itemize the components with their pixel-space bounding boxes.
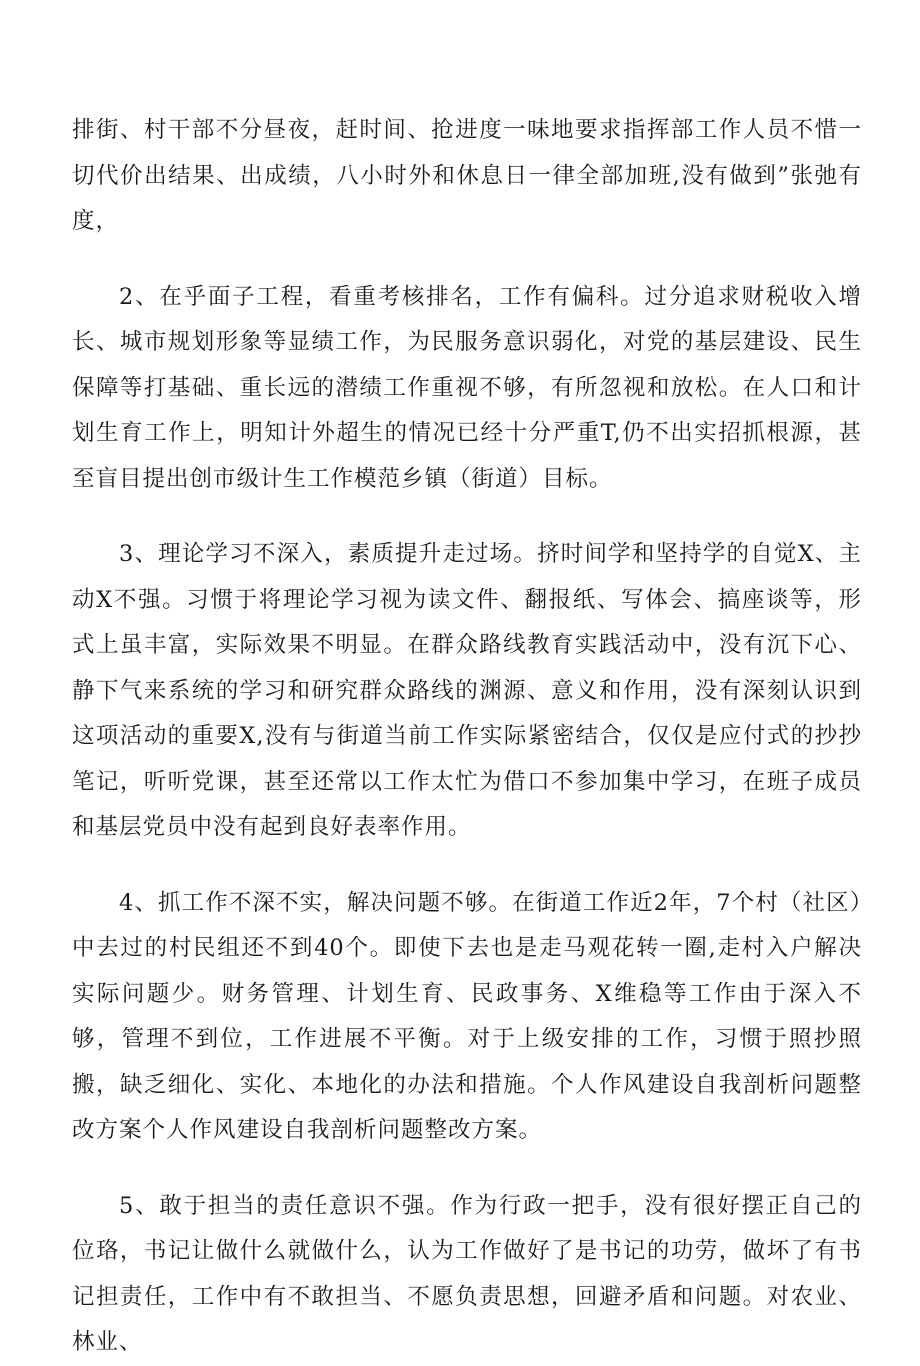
document-body — [72, 108, 862, 1366]
paragraph-item-2: 2、在乎面子工程，看重考核排名，工作有偏科。过分追求财税收入增长、城市规划形象等显绩工作，为民服务意识弱化，对党的基层建设、民生保障等打基础、重长远的潜绩工作重视不够，有所忽视和放松。在人口和计划生育工作上，明知计外超生的情况已经十分严重T,仍不出实招抓根源，甚至盲目提出创市级计生工作模范乡镇（街道）目标。 — [72, 283, 862, 492]
paragraph-gap — [72, 245, 862, 275]
paragraph-gap — [72, 851, 862, 881]
paragraph-continuation: 排街、村干部不分昼夜，赶时间、抢进度一味地要求指挥部工作人员不惜一切代价出结果、出成绩，八小时外和休息日一律全部加班,没有做到”张弛有度， — [72, 117, 863, 234]
paragraph-item-4: 4、抓工作不深不实，解决问题不够。在街道工作近2年，7个村（社区）中去过的村民组还不到40个。即使下去也是走马观花转一圈,走村入户解决实际问题少。财务管理、计划生育、民政事务、X维稳等工作由于深入不够，管理不到位，工作进展不平衡。对于上级安排的工作，习惯于照抄照搬，缺乏细化、实化、本地化的办法和措施。个人作风建设自我剖析问题整改方案个人作风建设自我剖析问题整改方案。 — [72, 889, 862, 1143]
paragraph-item-3: 3、理论学习不深入，素质提升走过场。挤时间学和坚持学的自觉X、主动X不强。习惯于将理论学习视为读文件、翻报纸、写体会、搞座谈等，形式上虽丰富，实际效果不明显。在群众路线教育实践活动中，没有沉下心、静下气来系统的学习和研究群众路线的渊源、意义和作用，没有深刻认识到这项活动的重要X,没有与街道当前工作实际紧密结合，仅仅是应付式的抄抄笔记，听听党课，甚至还常以工作太忙为借口不参加集中学习，在班子成员和基层党员中没有起到良好表率作用。 — [72, 541, 862, 840]
paragraph-gap — [72, 502, 862, 532]
paragraph-gap — [72, 1154, 862, 1184]
paragraph-item-5: 5、敢于担当的责任意识不强。作为行政一把手，没有很好摆正自己的位珞，书记让做什么就做什么，认为工作做好了是书记的功劳，做坏了有书记担责任，工作中有不敢担当、不愿负责思想，回避矛盾和问题。对农业、林业、 — [72, 1192, 862, 1355]
